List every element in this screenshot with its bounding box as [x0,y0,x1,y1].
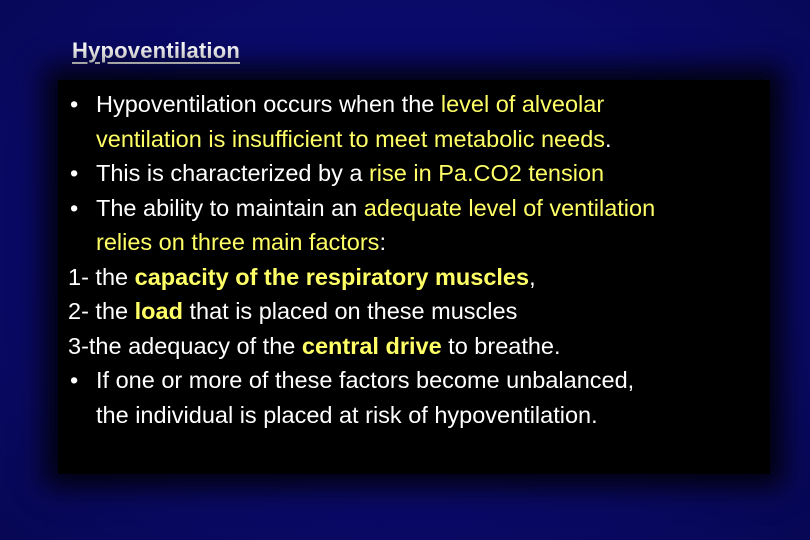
text-run: . [605,125,612,152]
bullet-three-factors [68,191,778,260]
bullet-icon: • [70,160,79,186]
text-run: If one or more of these factors become unbalanced, [96,367,635,393]
bullet-line [96,87,778,122]
bullet-line [96,191,778,226]
factor-1-muscle-capacity [68,260,778,295]
text-run: : [379,229,386,255]
highlight-text-bold: central drive [301,332,442,359]
bullet-icon: • [70,194,79,221]
text-run: 1- the [68,263,135,290]
highlight-text-bold: load [134,298,183,324]
slide-title: Hypoventilation [72,38,241,63]
highlight-text: ventilation is insufficient to meet metabolic needs [96,125,606,152]
text-run: 3-the adequacy of the [68,332,302,359]
bullet-icon: • [70,91,79,117]
bullet-line [96,225,778,260]
factor-3-central-drive [68,329,778,364]
bullet-paco2-rise [68,156,778,191]
highlight-text: adequate level of ventilation [363,194,656,221]
highlight-text-bold: capacity of the respiratory muscles [134,263,530,290]
slide-body [68,87,778,432]
text-run: that is placed on these muscles [182,298,518,324]
text-run: to breathe. [441,332,561,359]
highlight-text: rise in Pa.CO2 tension [368,160,605,186]
text-run: Hypoventilation occurs when the [96,91,441,117]
bullet-icon: • [70,367,79,393]
text-run: This is characterized by a [96,160,369,186]
text-run: , [529,263,536,290]
text-run: the individual is placed at risk of hypoventilation. [96,401,598,428]
bullet-hypoventilation-definition [68,87,778,156]
bullet-line [96,156,778,191]
bullet-line [96,398,778,433]
text-run: 2- the [68,298,135,324]
bullet-risk-statement [68,363,778,432]
text-run: The ability to maintain an [96,194,364,221]
highlight-text: relies on three main factors [96,229,380,255]
highlight-text: level of alveolar [440,91,605,117]
bullet-line [96,122,778,157]
factor-2-load [68,294,778,329]
bullet-line [96,363,778,398]
